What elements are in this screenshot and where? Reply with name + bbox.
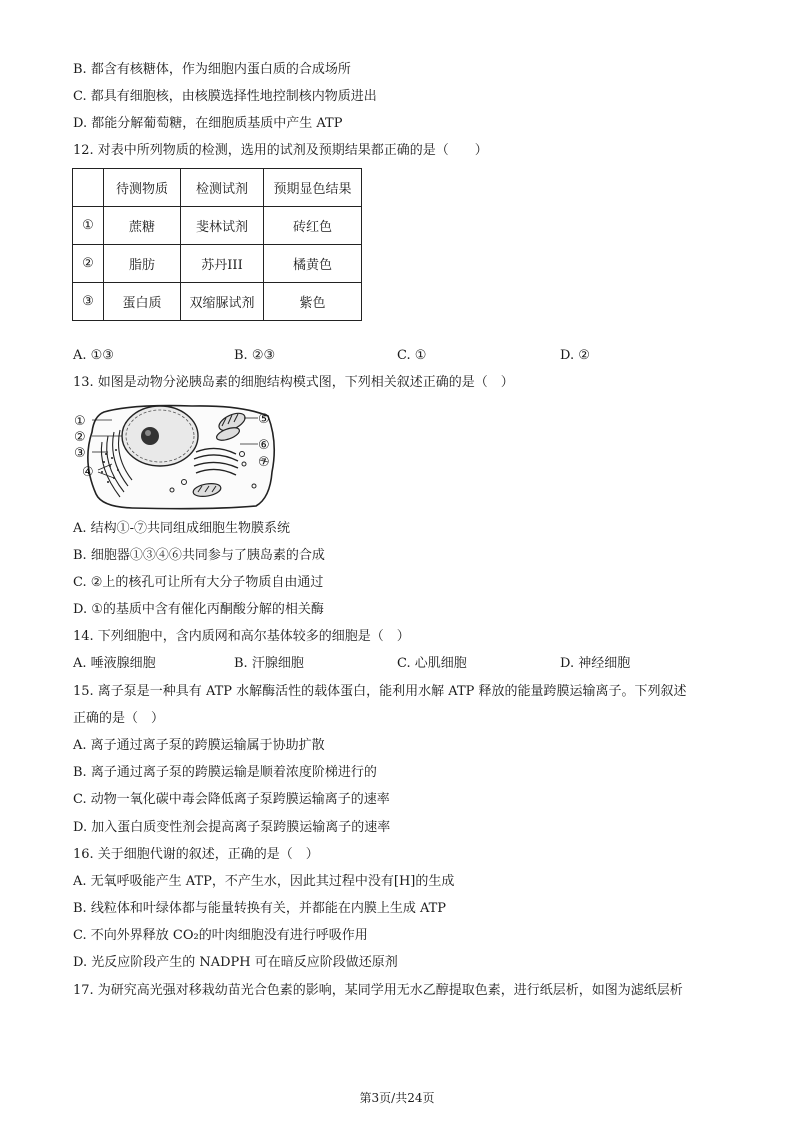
q13-stem: 13. 如图是动物分泌胰岛素的细胞结构模式图，下列相关叙述正确的是（ ） — [73, 375, 514, 390]
table-row — [73, 283, 362, 321]
table-cell: 脂肪 — [104, 245, 181, 283]
q11-option-b: B. 都含有核糖体，作为细胞内蛋白质的合成场所 — [73, 62, 351, 77]
table-cell: 橘黄色 — [264, 245, 362, 283]
q12-table — [72, 168, 362, 321]
q16-option-a: A. 无氧呼吸能产生 ATP，不产生水，因此其过程中没有[H]的生成 — [73, 874, 455, 889]
table-cell: 待测物质 — [104, 169, 181, 207]
table-cell: 蔗糖 — [104, 207, 181, 245]
q13-option-b: B. 细胞器①③④⑥共同参与了胰岛素的合成 — [73, 548, 325, 563]
figure-label-4: ④ — [82, 465, 94, 480]
q16-stem: 16. 关于细胞代谢的叙述，正确的是（ ） — [73, 847, 319, 862]
q14-option-b: B. 汗腺细胞 — [234, 656, 304, 671]
q15-option-c: C. 动物一氧化碳中毒会降低离子泵跨膜运输离子的速率 — [73, 792, 390, 807]
figure-label-5: ⑤ — [258, 412, 270, 427]
q15-option-b: B. 离子通过离子泵的跨膜运输是顺着浓度阶梯进行的 — [73, 765, 377, 780]
q12-option-c: C. ① — [397, 348, 427, 363]
table-cell: 斐林试剂 — [181, 207, 264, 245]
q13-option-d: D. ①的基质中含有催化丙酮酸分解的相关酶 — [73, 602, 324, 617]
q15-option-d: D. 加入蛋白质变性剂会提高离子泵跨膜运输离子的速率 — [73, 820, 391, 835]
table-row — [73, 245, 362, 283]
q11-option-d: D. 都能分解葡萄糖，在细胞质基质中产生 ATP — [73, 116, 343, 131]
q15-option-a: A. 离子通过离子泵的跨膜运输属于协助扩散 — [73, 738, 325, 753]
table-row — [73, 207, 362, 245]
table-cell: ① — [73, 207, 104, 245]
q14-option-a: A. 唾液腺细胞 — [73, 656, 156, 671]
figure-label-3: ③ — [74, 446, 86, 461]
page-number-footer: 第3页/共24页 — [359, 1091, 435, 1105]
figure-label-6: ⑥ — [258, 438, 270, 453]
figure-label-1: ① — [74, 414, 86, 429]
q16-option-b: B. 线粒体和叶绿体都与能量转换有关，并都能在内膜上生成 ATP — [73, 901, 447, 916]
q12-option-a: A. ①③ — [73, 348, 114, 363]
table-cell: 预期显色结果 — [264, 169, 362, 207]
table-cell — [73, 169, 104, 207]
q13-option-c: C. ②上的核孔可让所有大分子物质自由通过 — [73, 575, 324, 590]
q17-stem: 17. 为研究高光强对移栽幼苗光合色素的影响，某同学用无水乙醇提取色素，进行纸层析，如图为滤纸层析 — [73, 983, 683, 998]
q12-option-d: D. ② — [560, 348, 590, 363]
figure-label-2: ② — [74, 430, 86, 445]
table-cell: 双缩脲试剂 — [181, 283, 264, 321]
q15-stem-line2: 正确的是（ ） — [73, 711, 165, 726]
table-cell: 苏丹III — [181, 245, 264, 283]
q13-option-a: A. 结构①-⑦共同组成细胞生物膜系统 — [73, 521, 291, 536]
q14-option-c: C. 心肌细胞 — [397, 656, 467, 671]
table-cell: ③ — [73, 283, 104, 321]
table-cell: 检测试剂 — [181, 169, 264, 207]
cell-structure-diagram — [72, 402, 287, 512]
table-cell: 砖红色 — [264, 207, 362, 245]
q12-stem: 12. 对表中所列物质的检测，选用的试剂及预期结果都正确的是（ ） — [73, 143, 488, 158]
q12-option-b: B. ②③ — [234, 348, 276, 363]
q14-stem: 14. 下列细胞中，含内质网和高尔基体较多的细胞是（ ） — [73, 629, 410, 644]
q14-option-d: D. 神经细胞 — [560, 656, 631, 671]
table-cell: ② — [73, 245, 104, 283]
q16-option-d: D. 光反应阶段产生的 NADPH 可在暗反应阶段做还原剂 — [73, 955, 398, 970]
q15-stem-line1: 15. 离子泵是一种具有 ATP 水解酶活性的载体蛋白，能利用水解 ATP 释放的能量跨膜运输离子。下列叙述 — [73, 684, 687, 699]
figure-label-7: ⑦ — [258, 455, 270, 470]
q16-option-c: C. 不向外界释放 CO₂的叶肉细胞没有进行呼吸作用 — [73, 928, 368, 943]
table-cell: 紫色 — [264, 283, 362, 321]
table-cell: 蛋白质 — [104, 283, 181, 321]
table-header-row — [73, 169, 362, 207]
q11-option-c: C. 都具有细胞核，由核膜选择性地控制核内物质进出 — [73, 89, 377, 104]
